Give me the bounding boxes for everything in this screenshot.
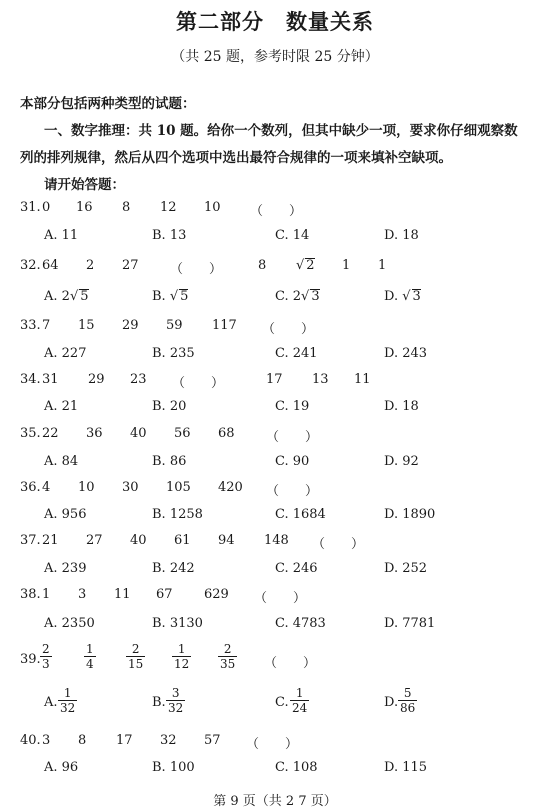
option-c-label[interactable]: C. [275,695,289,710]
option-c[interactable]: C. 14 [275,228,310,243]
option-c[interactable]: C. 2√ 3 [275,289,320,304]
option-c[interactable]: $\frac{1}{24}$ [292,686,308,715]
option-a[interactable]: A. 956 [44,507,87,522]
sequence-term: 420 [218,480,243,495]
option-d[interactable]: D. 7781 [384,616,436,631]
sequence-term: 1 [378,258,387,273]
question-number: 35. [20,426,41,441]
answer-blank: （ ） [170,262,223,277]
option-a[interactable]: A. 2√ 5 [44,289,89,304]
sequence-term: 13 [312,372,329,387]
sequence-term: 4 [42,480,51,495]
option-d[interactable]: D. 1890 [384,507,436,522]
sequence-term: 148 [264,533,289,548]
sequence-term: 0 [42,200,51,215]
page-subtitle: （共 25 题，参考时限 25 分钟） [171,49,379,65]
fraction-term: $\frac{2}{35}$ [220,642,236,671]
sequence-term: 27 [86,533,103,548]
option-c[interactable]: C. 241 [275,346,318,361]
page-title: 第二部分 数量关系 [176,9,374,34]
option-a[interactable]: A. 2350 [44,616,95,631]
question-number: 34. [20,372,41,387]
sequence-term: 105 [166,480,191,495]
answer-blank: （ ） [250,204,303,219]
page-number: 第 9 页（共 2 7 页） [213,794,337,809]
fraction-term: $\frac{1}{12}$ [174,642,190,671]
sequence-term: 16 [76,200,93,215]
sequence-term: 23 [130,372,147,387]
option-b[interactable]: B. 3130 [152,616,203,631]
sequence-term: 8 [258,258,267,273]
sequence-term: 7 [42,318,51,333]
answer-blank: （ ） [172,376,225,391]
answer-blank: （ ） [266,484,319,499]
sequence-term: 27 [122,258,139,273]
option-d[interactable]: D. 92 [384,454,419,469]
option-b[interactable]: B. 242 [152,561,195,576]
sequence-term: 29 [122,318,139,333]
question-number: 31. [20,200,41,215]
sequence-term: 40 [130,426,147,441]
sequence-term: 3 [78,587,87,602]
sequence-term: 10 [204,200,221,215]
sequence-term: 3 [42,733,51,748]
answer-blank: （ ） [264,656,317,671]
intro-line-1: 本部分包括两种类型的试题： [20,96,196,112]
intro-line-4: 请开始答题： [44,177,125,193]
sequence-term: 29 [88,372,105,387]
option-d[interactable]: $\frac{5}{86}$ [400,686,416,715]
option-b[interactable]: B. 235 [152,346,195,361]
sequence-term: 36 [86,426,103,441]
option-b[interactable]: $\frac{3}{32}$ [168,686,184,715]
sequence-term: 68 [218,426,235,441]
question-number: 38. [20,587,41,602]
option-c[interactable]: C. 4783 [275,616,326,631]
fraction-term: $\frac{2}{3}$ [42,642,50,671]
sequence-term: 32 [160,733,177,748]
sequence-term: 11 [354,372,371,387]
option-a[interactable]: A. 84 [44,454,79,469]
option-c[interactable]: C. 1684 [275,507,326,522]
answer-blank: （ ） [266,430,319,445]
sequence-term: 12 [160,200,177,215]
option-d-label[interactable]: D. [384,695,399,710]
sequence-term: 1 [342,258,351,273]
option-b[interactable]: B. 20 [152,399,187,414]
option-d[interactable]: D. 18 [384,228,419,243]
sequence-term: 67 [156,587,173,602]
option-c[interactable]: C. 90 [275,454,310,469]
answer-blank: （ ） [262,322,315,337]
answer-blank: （ ） [246,737,299,752]
sequence-term: 21 [42,533,59,548]
option-d[interactable]: D. 243 [384,346,428,361]
sequence-term: 17 [266,372,283,387]
sequence-term: 629 [204,587,229,602]
sequence-term: 94 [218,533,235,548]
option-a[interactable]: A. 239 [44,561,87,576]
option-a[interactable]: A. 227 [44,346,87,361]
sequence-term: 61 [174,533,191,548]
sequence-term: 8 [78,733,87,748]
sequence-term: 30 [122,480,139,495]
option-d[interactable]: D. 252 [384,561,428,576]
option-d[interactable]: D. 18 [384,399,419,414]
sequence-term: 31 [42,372,59,387]
option-b[interactable]: B. 86 [152,454,187,469]
option-b-label[interactable]: B. [152,695,166,710]
question-number: 32. [20,258,41,273]
sequence-term: 10 [78,480,95,495]
option-a-label[interactable]: A. [44,695,58,710]
option-b[interactable]: B. 13 [152,228,187,243]
sequence-term: 17 [116,733,133,748]
intro-line-2: 一、数字推理：共 10 题。给你一个数列，但其中缺少一项，要求你仔细观察数 [44,123,518,139]
option-a[interactable]: A. 21 [44,399,79,414]
question-number: 39. [20,652,41,667]
option-a[interactable]: $\frac{1}{32}$ [60,686,76,715]
fraction-term: $\frac{2}{15}$ [128,642,144,671]
sequence-term: 40 [130,533,147,548]
option-c[interactable]: C. 108 [275,760,318,775]
intro-line-3: 列的排列规律，然后从四个选项中选出最符合规律的一项来填补空缺项。 [20,150,452,166]
option-c[interactable]: C. 246 [275,561,318,576]
sequence-term: 11 [114,587,131,602]
sequence-term: 56 [174,426,191,441]
sequence-term: 117 [212,318,237,333]
sequence-term-sqrt: √ 2 [296,258,315,273]
option-b[interactable]: B. 100 [152,760,195,775]
sequence-term: 57 [204,733,221,748]
sequence-term: 59 [166,318,183,333]
sequence-term: 15 [78,318,95,333]
option-b[interactable]: B. 1258 [152,507,203,522]
option-a[interactable]: A. 11 [44,228,79,243]
answer-blank: （ ） [254,591,307,606]
option-d[interactable]: D. 115 [384,760,428,775]
answer-blank: （ ） [312,537,365,552]
fraction-term: $\frac{1}{4}$ [86,642,94,671]
question-number: 36. [20,480,41,495]
question-number: 37. [20,533,41,548]
question-number: 33. [20,318,41,333]
option-d[interactable]: D. √ 3 [384,289,421,304]
option-c[interactable]: C. 19 [275,399,310,414]
option-a[interactable]: A. 96 [44,760,79,775]
sequence-term: 64 [42,258,59,273]
sequence-term: 1 [42,587,51,602]
sequence-term: 2 [86,258,95,273]
option-b[interactable]: B. √ 5 [152,289,189,304]
sequence-term: 8 [122,200,131,215]
question-number: 40. [20,733,41,748]
sequence-term: 22 [42,426,59,441]
